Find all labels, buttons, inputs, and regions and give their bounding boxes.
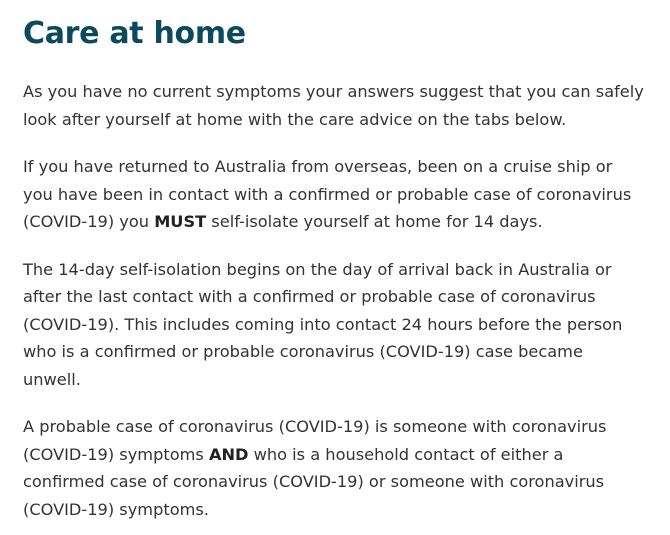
main-content — [23, 14, 670, 523]
emphasis-and: AND — [208, 444, 249, 464]
text-segment: (COVID-19) you — [23, 212, 155, 231]
text-line: (COVID-19) symptoms. — [23, 499, 209, 519]
emphasis-must: MUST — [154, 212, 207, 231]
text-line: The 14-day self-isolation begins on the day of arrival back in Australia or — [23, 259, 612, 279]
text-line: A probable case of coronavirus (COVID-19) is someone with coronavirus — [23, 417, 607, 436]
page-title: Care at home — [23, 16, 246, 51]
text-line: look after yourself at home with the care advice on the tabs below. — [23, 109, 567, 129]
text-line: (COVID-19). This includes coming into contact 24 hours before the person — [23, 314, 623, 334]
paragraph-isolation-period — [23, 256, 670, 394]
text-segment: (COVID-19) symptoms — [23, 444, 209, 464]
text-line: who is a confirmed or probable coronavirus (COVID-19) case became — [23, 342, 583, 361]
text-line: you have been in contact with a confirmed or probable case of coronavirus — [23, 184, 632, 204]
paragraph-self-isolate — [23, 153, 670, 236]
text-segment: self-isolate yourself at home for 14 days. — [206, 212, 543, 231]
text-line — [23, 208, 670, 236]
text-line: As you have no current symptoms your answers suggest that you can safely — [23, 82, 644, 101]
text-line: after the last contact with a confirmed or probable case of coronavirus — [23, 287, 596, 306]
text-segment: who is a household contact of either a — [248, 444, 564, 464]
text-line: If you have returned to Australia from overseas, been on a cruise ship or — [23, 157, 613, 176]
text-line: unwell. — [23, 369, 81, 389]
text-line: confirmed case of coronavirus (COVID-19) or someone with coronavirus — [23, 472, 605, 491]
paragraph-probable-case — [23, 413, 670, 523]
text-line — [23, 441, 670, 469]
paragraph-safe-at-home — [23, 78, 670, 133]
